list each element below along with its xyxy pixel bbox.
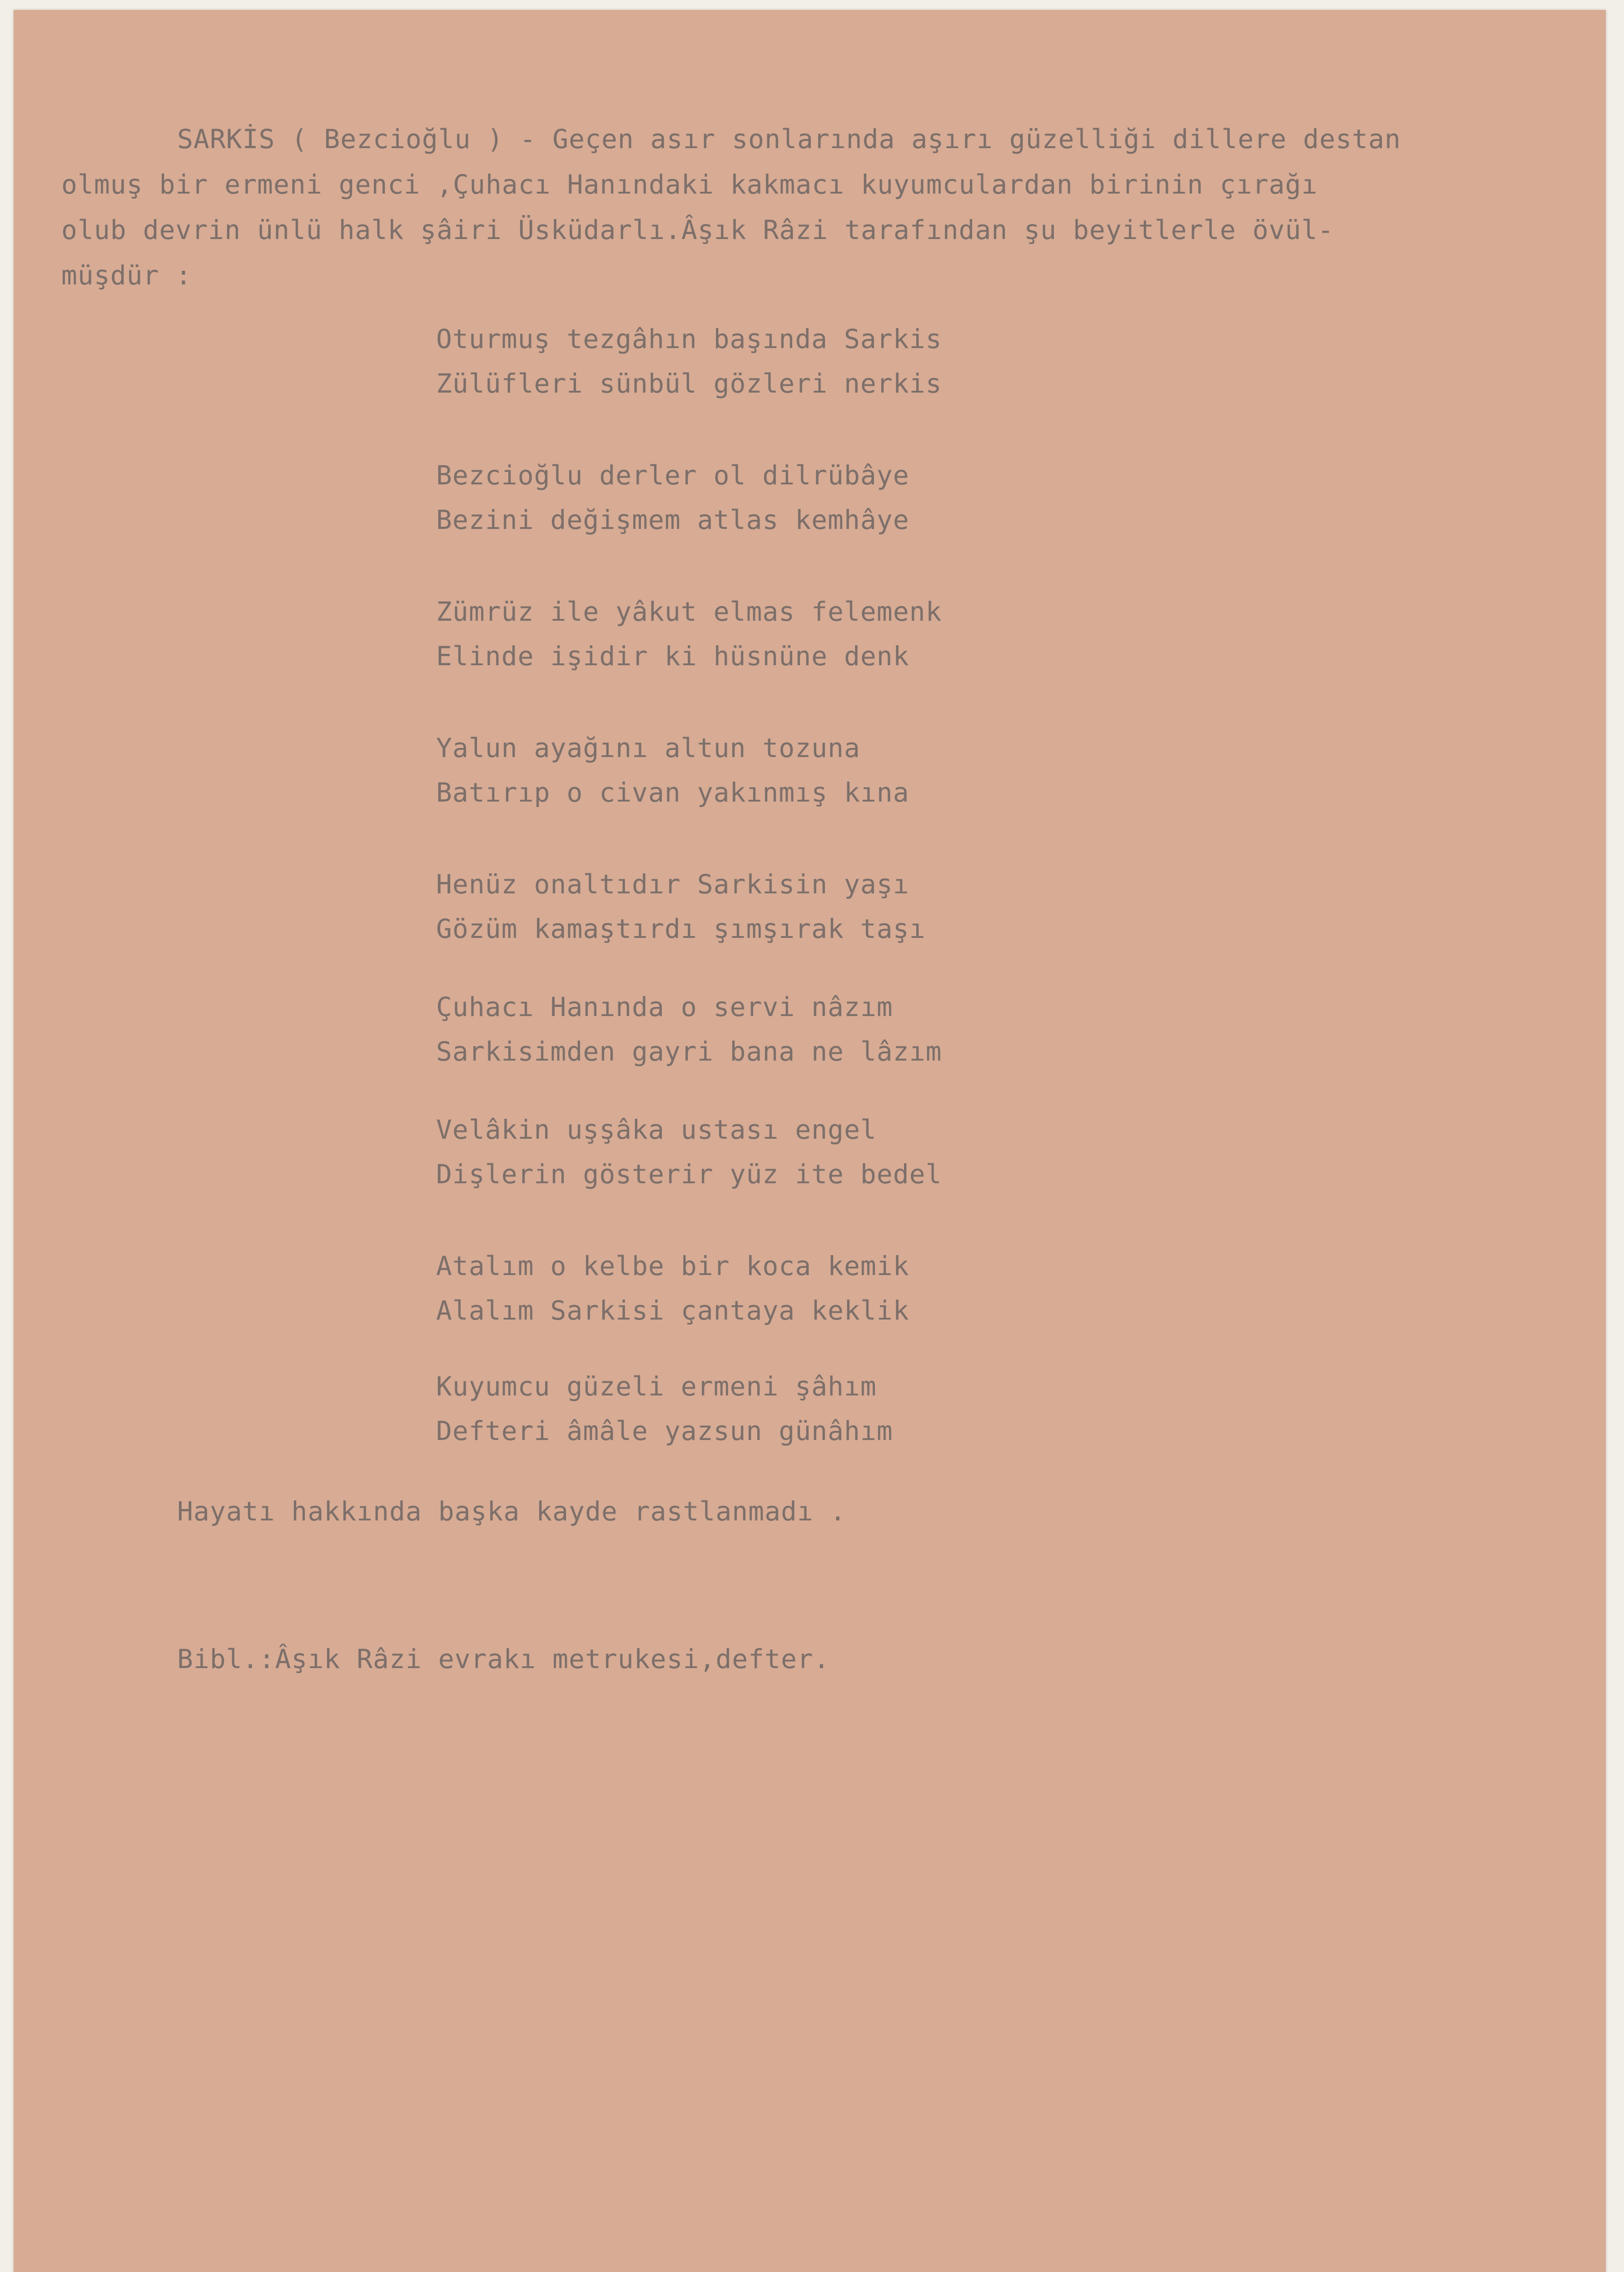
poem-line: Batırıp o civan yakınmış kına <box>436 777 909 808</box>
poem-stanza-2 <box>436 460 909 583</box>
intro-paragraph-continued <box>61 169 1334 324</box>
poem-line: Zülüfleri sünbül gözleri nerkis <box>436 368 942 399</box>
poem-line: Defteri âmâle yazsun günâhım <box>436 1415 893 1446</box>
poem-line: Dişlerin gösterir yüz ite bedel <box>436 1159 942 1190</box>
poem-line: Gözüm kamaştırdı şımşırak taşı <box>436 913 926 944</box>
poem-line: Çuhacı Hanında o servi nâzım <box>436 992 893 1022</box>
poem-stanza-7 <box>436 1114 942 1238</box>
intro-line: müşdür : <box>61 260 192 291</box>
intro-line: SARKİS ( Bezcioğlu ) - Geçen asır sonlarında aşırı güzelliği dillere destan <box>177 124 1401 154</box>
poem-line: Bezcioğlu derler ol dilrübâye <box>436 460 909 491</box>
poem-stanza-6 <box>436 992 942 1115</box>
poem-stanza-1 <box>436 324 942 447</box>
poem-line: Velâkin uşşâka ustası engel <box>436 1114 877 1145</box>
intro-line: olmuş bir ermeni genci ,Çuhacı Hanındaki kakmacı kuyumculardan birinin çırağı <box>61 169 1318 200</box>
poem-line: Atalım o kelbe bir koca kemik <box>436 1251 909 1281</box>
closing-note: Hayatı hakkında başka kayde rastlanmadı . <box>177 1496 846 1527</box>
poem-line: Zümrüz ile yâkut elmas felemenk <box>436 596 942 627</box>
poem-line: Henüz onaltıdır Sarkisin yaşı <box>436 869 909 900</box>
poem-stanza-5 <box>436 869 926 992</box>
paper-sheet <box>14 10 1606 2272</box>
bibliography: Bibl.:Âşık Râzi evrakı metrukesi,defter. <box>177 1644 830 1674</box>
poem-line: Elinde işidir ki hüsnüne denk <box>436 641 909 672</box>
poem-line: Sarkisimden gayri bana ne lâzım <box>436 1036 942 1067</box>
intro-line: olub devrin ünlü halk şâiri Üsküdarlı.Âşık Râzi tarafından şu beyitlerle övül- <box>61 214 1334 245</box>
poem-line: Oturmuş tezgâhın başında Sarkis <box>436 324 942 354</box>
poem-line: Bezini değişmem atlas kemhâye <box>436 504 909 535</box>
poem-line: Kuyumcu güzeli ermeni şâhım <box>436 1371 877 1402</box>
poem-stanza-3 <box>436 596 942 720</box>
poem-line: Alalım Sarkisi çantaya keklik <box>436 1295 909 1326</box>
poem-line: Yalun ayağını altun tozuna <box>436 732 860 763</box>
poem-stanza-8 <box>436 1251 909 1374</box>
poem-stanza-4 <box>436 732 909 856</box>
poem-stanza-9 <box>436 1371 893 1495</box>
